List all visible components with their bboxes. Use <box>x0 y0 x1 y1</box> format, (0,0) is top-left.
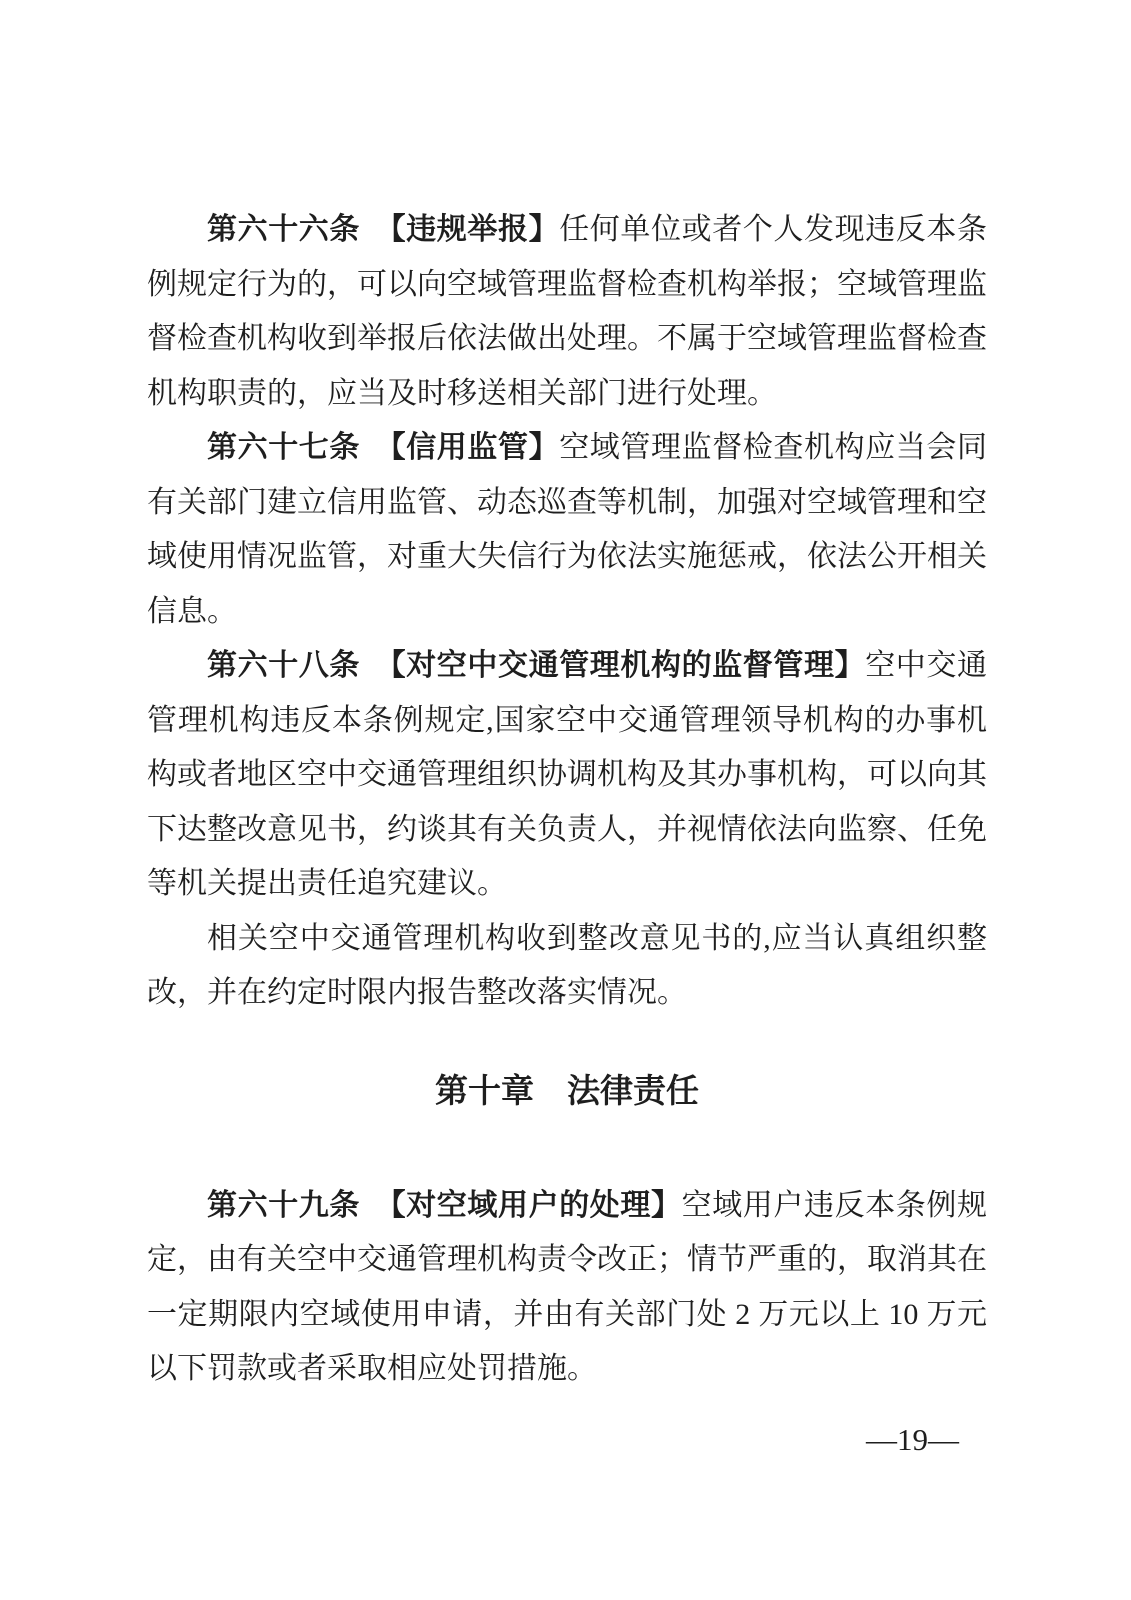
article-69-heading: 第六十九条 【对空域用户的处理】 <box>207 1188 682 1222</box>
article-68-body: 空中交通管理机构违反本条例规定,国家空中交通管理领导机构的办事机构或者地区空中交通管理组织协调机构及其办事机构，可以向其下达整改意见书，约谈其有关负责人，并视情依法向监察、任免等机关提出责任追究建议。 <box>147 649 988 900</box>
article-67-paragraph <box>147 421 987 639</box>
document-body <box>147 203 987 1397</box>
page-number: —19— <box>866 1422 959 1457</box>
article-69-paragraph <box>147 1179 987 1397</box>
article-68-followup-paragraph <box>147 912 987 1021</box>
chapter-10-heading: 第十章 法律责任 <box>435 1073 699 1110</box>
article-67-body: 空域管理监督检查机构应当会同有关部门建立信用监管、动态巡查等机制，加强对空域管理和空域使用情况监管，对重大失信行为依法实施惩戒，依法公开相关信息。 <box>147 431 988 628</box>
article-66-paragraph <box>147 203 987 421</box>
article-68-paragraph <box>147 639 987 912</box>
article-66-heading: 第六十六条 【违规举报】 <box>207 213 560 246</box>
article-68-heading: 第六十八条 【对空中交通管理机构的监督管理】 <box>207 649 866 682</box>
article-68-followup-text: 相关空中交通管理机构收到整改意见书的,应当认真组织整改，并在约定时限内报告整改落实情况。 <box>147 921 987 1009</box>
article-67-heading: 第六十七条 【信用监管】 <box>207 431 560 464</box>
article-69-body: 空域用户违反本条例规定，由有关空中交通管理机构责令改正；情节严重的，取消其在一定期限内空域使用申请，并由有关部门处 2 万元以上 10 万元以下罚款或者采取相应处罚措施。 <box>147 1188 988 1385</box>
article-66-body: 任何单位或者个人发现违反本条例规定行为的，可以向空域管理监督检查机构举报；空域管理监督检查机构收到举报后依法做出处理。不属于空域管理监督检查机构职责的，应当及时移送相关部门进行处理。 <box>147 213 988 410</box>
